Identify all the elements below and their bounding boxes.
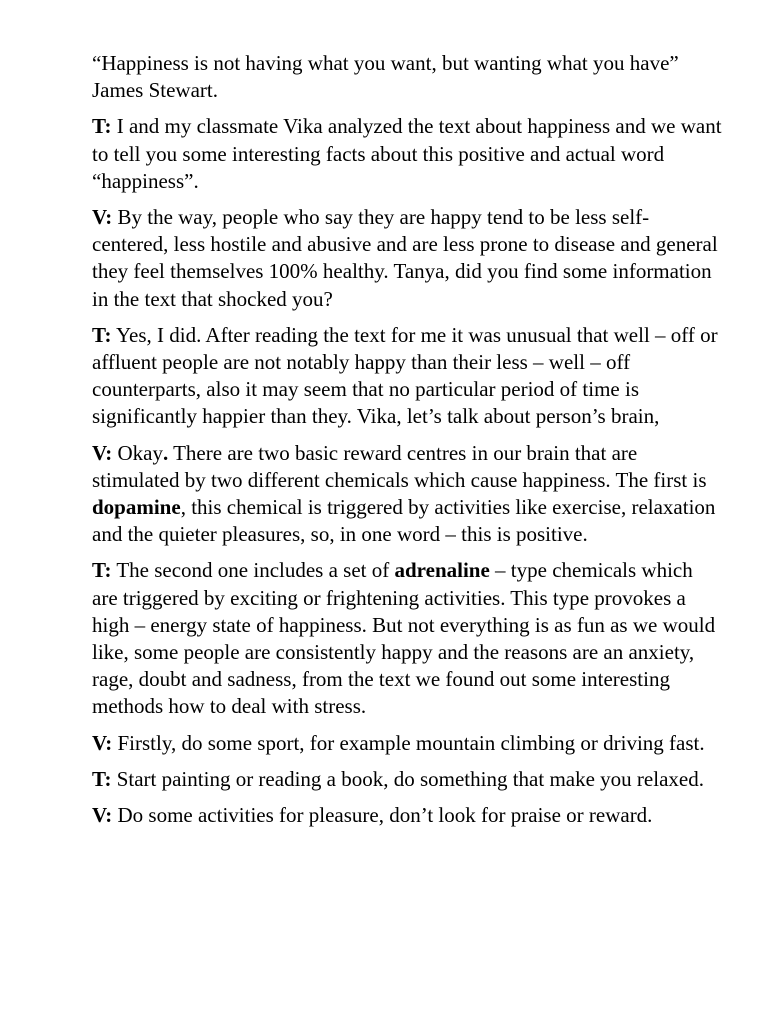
speaker-label: T:	[92, 558, 112, 583]
epigraph-author: James Stewart.	[92, 78, 218, 103]
dialogue-text: Yes, I did. After reading the text for me it was unusual that well – off or affluent people are not notably happy than their less – well – off counterparts, also it may seem that no particular period of time is significantly happier than they. Vika, let’s talk about person’s brain,	[92, 322, 718, 429]
dialogue-line	[92, 730, 722, 757]
keyword-dopamine: dopamine	[92, 495, 181, 520]
dialogue-line	[92, 766, 722, 793]
dialogue-text: Okay	[117, 440, 163, 465]
dialogue-text: The second one includes a set of	[116, 558, 395, 583]
dialogue-line	[92, 802, 722, 829]
epigraph	[92, 50, 722, 104]
keyword-adrenaline: adrenaline	[394, 558, 490, 583]
speaker-label: T:	[92, 766, 112, 791]
dialogue-text: Do some activities for pleasure, don’t look for praise or reward.	[117, 803, 653, 828]
dialogue-text: Firstly, do some sport, for example mountain climbing or driving fast.	[117, 730, 705, 755]
speaker-label: V:	[92, 205, 113, 230]
speaker-label: V:	[92, 803, 113, 828]
epigraph-quote: “Happiness is not having what you want, but wanting what you have”	[92, 51, 679, 75]
dialogue-text: , this chemical is triggered by activities like exercise, relaxation and the quieter pleasures, so, in one word – this is positive.	[92, 495, 716, 547]
speaker-label: V:	[92, 440, 113, 465]
dialogue-line	[92, 204, 722, 313]
bold-period: .	[162, 440, 169, 465]
dialogue-line	[92, 113, 722, 195]
speaker-label: V:	[92, 730, 113, 755]
speaker-label: T:	[92, 322, 112, 347]
dialogue-line	[92, 440, 722, 549]
speaker-label: T:	[92, 114, 112, 139]
dialogue-text: There are two basic reward centres in our brain that are stimulated by two different chemicals which cause happiness. The first is	[92, 440, 707, 492]
dialogue-text: I and my classmate Vika analyzed the text about happiness and we want to tell you some interesting facts about this positive and actual word “happiness”.	[92, 114, 722, 193]
document-page	[92, 50, 722, 838]
dialogue-line	[92, 322, 722, 431]
dialogue-line	[92, 557, 722, 720]
dialogue-text: By the way, people who say they are happy tend to be less self-centered, less hostile and abusive and are less prone to disease and general they feel themselves 100% healthy. Tanya, did you find some information in the text that shocked you?	[92, 205, 718, 311]
dialogue-text: – type chemicals which are triggered by exciting or frightening activities. This type provokes a high – energy state of happiness. But not everything is as fun as we would like, some people are consistently happy and the reasons are an anxiety, rage, doubt and sadness, from the text we found out some interesting methods how to deal with stress.	[92, 558, 716, 719]
dialogue-text: Start painting or reading a book, do something that make you relaxed.	[116, 766, 704, 791]
